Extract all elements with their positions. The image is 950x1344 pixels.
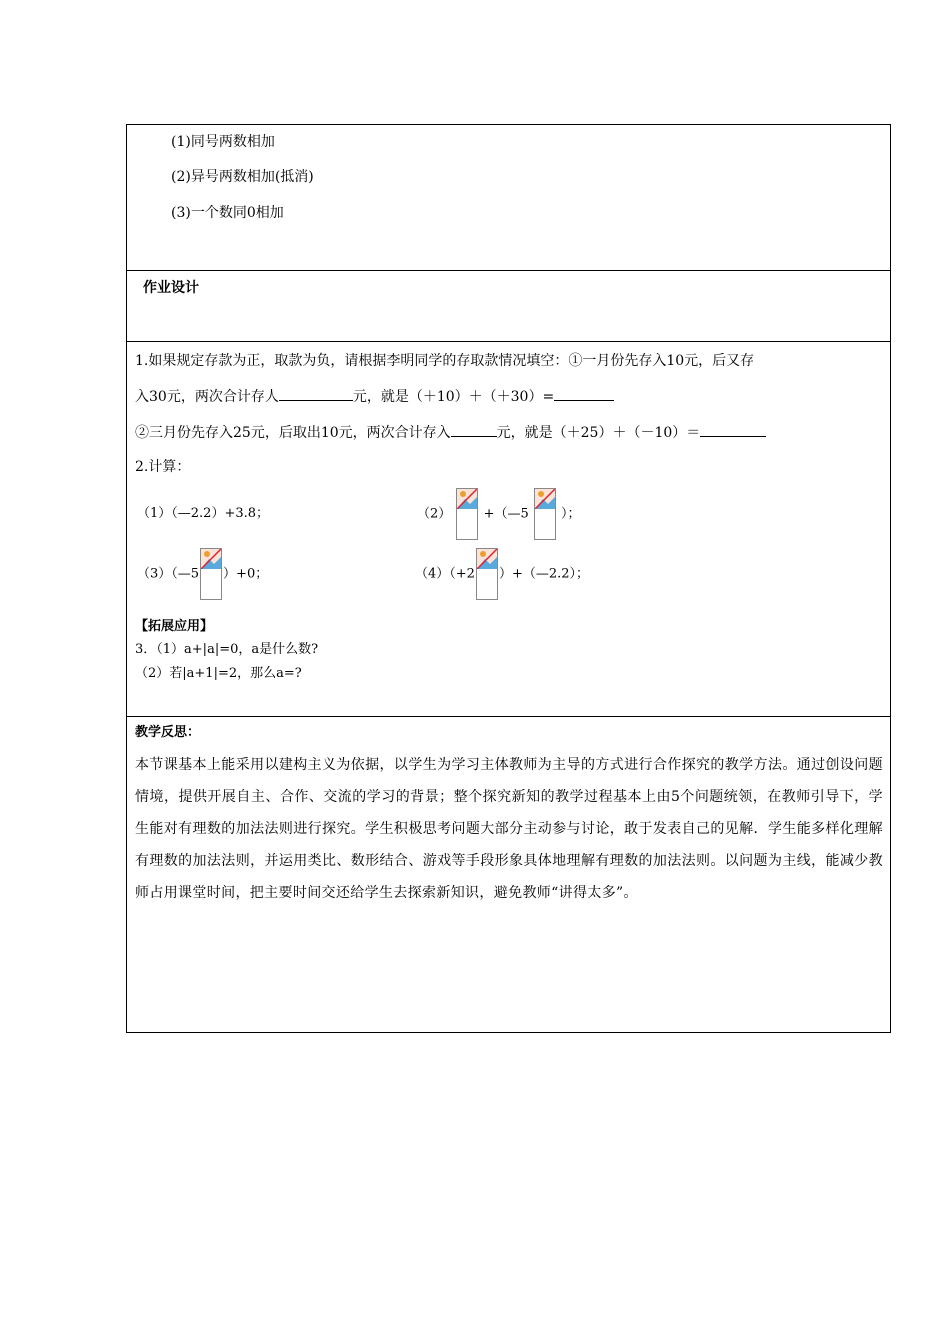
q2-part3-a: （3）（—5 bbox=[137, 566, 200, 582]
q2-part2-b: +（—5 bbox=[483, 506, 529, 522]
q1-line2 bbox=[135, 386, 614, 406]
exercises-cell bbox=[127, 342, 891, 717]
q1-blank-4[interactable] bbox=[700, 424, 766, 437]
q2-part2-a: （2） bbox=[417, 506, 452, 522]
q3-part2: （2）若|a+1|=2，那么a=? bbox=[135, 666, 302, 681]
q2-part4-a: （4）（+2 bbox=[415, 566, 475, 582]
q2-part3-b: ）+0； bbox=[223, 566, 269, 582]
rules-cell bbox=[127, 125, 891, 271]
homework-header-cell bbox=[127, 271, 891, 342]
reflection-title: 教学反思： bbox=[135, 725, 201, 740]
q3-part1: 3．（1）a+|a|=0，a是什么数? bbox=[135, 642, 319, 657]
q1-line2-text-a: 入30元，两次合计存人 bbox=[135, 389, 279, 405]
q2-part4-b: ）+（—2.2）； bbox=[498, 566, 590, 582]
extension-title: 【拓展应用】 bbox=[135, 619, 214, 634]
reflection-cell bbox=[127, 717, 891, 1033]
rule-1: (1)同号两数相加 bbox=[171, 134, 275, 150]
q2-part3 bbox=[137, 548, 268, 600]
fraction-image-icon bbox=[476, 548, 498, 600]
q1-line2-text-b: 元，就是（＋10）＋（＋30）= bbox=[352, 389, 555, 405]
reflection-text: 本节课基本上能采用以建构主义为依据，以学生为学习主体教师为主导的方式进行合作探究的教学方法。通过创设问题情境，提供开展自主、合作、交流的学习的背景；整个探究新知的教学过程基本上由5个问题统领，在教师引导下，学生能对有理数的加法法则进行探究。学生积极思考问题大部分主动参与讨论，敢于发表自己的见解．学生能多样化理解有理数的加法法则，并运用类比、数形结合、游戏等手段形象具体地理解有理数的加法法则。以问题为主线，能减少教师占用课堂时间，把主要时间交还给学生去探索新知识，避免教师“讲得太多”。 bbox=[135, 757, 883, 901]
fraction-image-icon bbox=[200, 548, 222, 600]
q1-line3-text-a: ②三月份先存入25元，后取出10元，两次合计存入 bbox=[135, 425, 451, 441]
rule-2: (2)异号两数相加(抵消) bbox=[171, 169, 314, 185]
homework-title: 作业设计 bbox=[143, 280, 199, 296]
q1-blank-3[interactable] bbox=[451, 424, 497, 437]
rule-3: (3)一个数同0相加 bbox=[171, 205, 284, 221]
fraction-image-icon bbox=[456, 488, 478, 540]
q1-blank-2[interactable] bbox=[554, 388, 614, 401]
q2-part2-c: ）； bbox=[561, 506, 581, 522]
q1-line3-text-b: 元，就是（＋25）＋（－10）＝ bbox=[496, 425, 701, 441]
q2-title: 2.计算： bbox=[135, 459, 191, 475]
lesson-table bbox=[126, 124, 891, 1033]
q1-line1: 1.如果规定存款为正，取款为负，请根据李明同学的存取款情况填空：①一月份先存入10元，后又存 bbox=[135, 353, 755, 369]
q2-part4 bbox=[415, 548, 589, 600]
q2-part2 bbox=[417, 488, 581, 540]
q2-part1: （1）（—2.2）+3.8； bbox=[137, 506, 270, 521]
fraction-image-icon bbox=[534, 488, 556, 540]
q1-blank-1[interactable] bbox=[279, 388, 353, 401]
q1-line3 bbox=[135, 422, 766, 442]
